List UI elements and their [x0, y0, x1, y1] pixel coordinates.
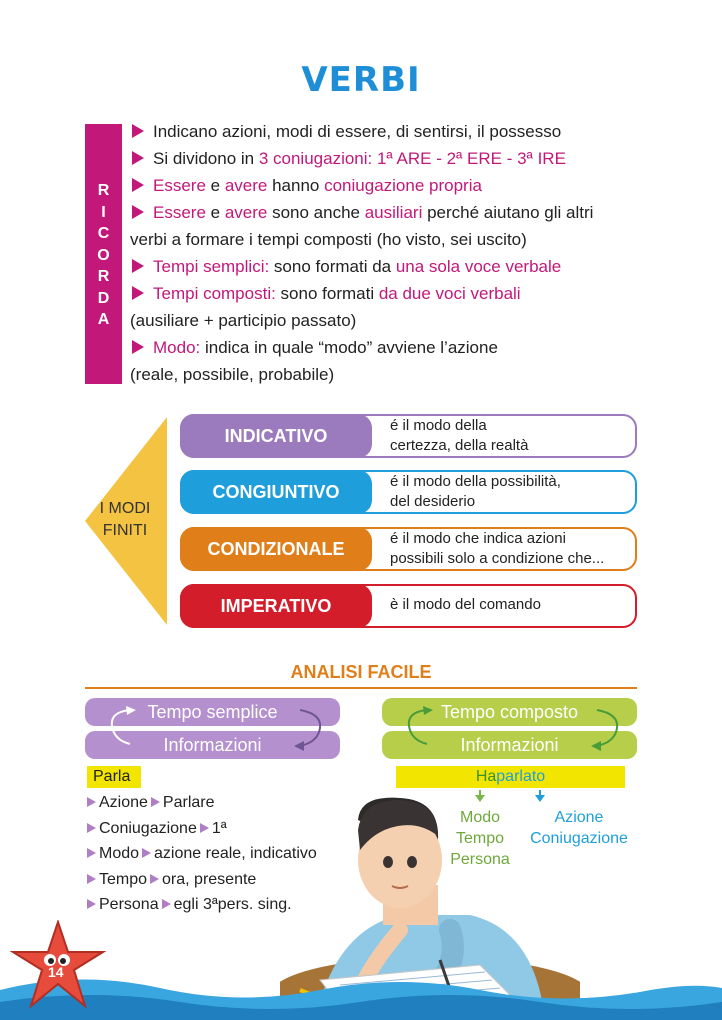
ricorda-bullet — [130, 253, 690, 280]
bullet-text: avere — [224, 176, 268, 195]
list-label: Azione — [99, 794, 148, 811]
ricorda-letter: R — [97, 268, 110, 285]
list-value: Parlare — [162, 794, 215, 811]
bullet-text: Essere — [153, 176, 206, 195]
bullet-text: Indicano azioni, modi di essere, di sentirsi, il possesso — [153, 122, 562, 141]
cycle-arrows-right-icon — [387, 700, 637, 758]
mode-row — [180, 414, 637, 458]
modi-finiti-label: I MODI FINITI — [99, 500, 151, 539]
tempo-semplice-pill: Tempo semplice — [85, 698, 340, 726]
mode-description: possibili solo a condizione che... — [390, 550, 605, 567]
list-value: egli 3ªpers. sing. — [173, 896, 292, 913]
bullet-text: 3 coniugazioni: 1ª ARE - 2ª ERE - 3ª IRE — [258, 149, 566, 168]
bullet-text: perché aiutano gli altri — [422, 203, 594, 222]
mode-name: INDICATIVO — [180, 414, 372, 458]
list-arrow-icon — [162, 899, 171, 909]
page-number: 14 — [48, 964, 64, 980]
bullet-text: avere — [224, 203, 268, 222]
ricorda-letter: A — [97, 311, 110, 328]
bullet-text: sono anche — [267, 203, 365, 222]
analisi-title: ANALISI FACILE — [290, 662, 432, 682]
mode-name: IMPERATIVO — [180, 584, 372, 628]
bullet-text: coniugazione propria — [324, 176, 482, 195]
bullet-text: hanno — [267, 176, 325, 195]
list-value: ora, presente — [162, 870, 257, 888]
ricorda-bullet — [130, 307, 690, 334]
bullet-text: ausiliari — [364, 203, 423, 222]
ricorda-bullet — [130, 172, 690, 199]
list-arrow-icon — [151, 797, 160, 807]
bullet-text: Si dividono in — [153, 149, 259, 168]
ricorda-bullet — [130, 334, 690, 361]
list-arrow-icon — [142, 848, 151, 858]
cycle-arrows-left-icon — [90, 700, 340, 758]
bullet-text: e — [205, 203, 225, 222]
ricorda-letter: R — [97, 182, 110, 199]
bullet-text: sono formati — [275, 284, 379, 303]
list-arrow-icon — [87, 874, 96, 884]
parla-label: Parla — [87, 766, 141, 788]
bullet-arrow-icon — [132, 286, 144, 300]
tempo-composto-pill: Tempo composto — [382, 698, 637, 726]
mode-row — [180, 527, 637, 571]
list-arrow-icon — [150, 874, 159, 884]
ricorda-bullet-list — [130, 118, 690, 388]
mode-name: CONGIUNTIVO — [180, 470, 372, 514]
mode-description: é il modo della possibilità, — [390, 473, 561, 490]
bullet-text: verbi a formare i tempi composti (ho visto, sei uscito) — [130, 230, 527, 249]
bullet-text: (ausiliare + participio passato) — [130, 311, 357, 330]
list-label: Coniugazione — [99, 819, 197, 837]
bullet-text: e — [205, 176, 225, 195]
bullet-arrow-icon — [132, 205, 144, 219]
list-value: 1ª — [211, 819, 227, 837]
ha-parlato-label: Ha parlato — [396, 766, 625, 788]
mode-description: è il modo del comando — [390, 596, 541, 613]
list-arrow-icon — [87, 899, 96, 909]
list-arrow-icon — [87, 823, 96, 833]
ricorda-bullet — [130, 280, 690, 307]
bullet-text: da due voci verbali — [378, 284, 521, 303]
mode-description: del desiderio — [390, 493, 476, 510]
bullet-text: una sola voce verbale — [395, 257, 562, 276]
ricorda-bullet — [130, 145, 690, 172]
mode-description: é il modo che indica azioni — [390, 530, 566, 547]
footer-wave-decoration — [0, 940, 722, 1020]
bullet-arrow-icon — [132, 124, 144, 138]
bullet-text: Tempi composti: — [153, 284, 276, 303]
mode-description: certezza, della realtà — [390, 437, 529, 454]
mode-row — [180, 470, 637, 514]
bullet-text: Tempi semplici: — [153, 257, 270, 276]
blue-info-column: Azione Coniugazione — [530, 809, 628, 847]
ricorda-letter: O — [97, 246, 110, 264]
ricorda-letter: C — [97, 225, 110, 242]
mode-name: CONDIZIONALE — [180, 527, 372, 571]
analisi-divider — [85, 687, 637, 689]
ricorda-bullet — [130, 199, 690, 226]
ricorda-bullet — [130, 361, 690, 388]
ricorda-bullet — [130, 118, 690, 145]
bullet-text: (reale, possibile, probabile) — [130, 365, 335, 384]
bullet-arrow-icon — [132, 340, 144, 354]
list-arrow-icon — [87, 848, 96, 858]
list-label: Tempo — [99, 870, 148, 888]
list-value: azione reale, indicativo — [154, 845, 317, 862]
mode-description: é il modo della — [390, 417, 487, 434]
mode-row — [180, 584, 637, 628]
green-info-column: Modo Tempo Persona — [450, 809, 510, 868]
bullet-text: sono formati da — [269, 257, 396, 276]
bullet-arrow-icon — [132, 151, 144, 165]
bullet-arrow-icon — [132, 259, 144, 273]
bullet-text: Modo: — [153, 338, 201, 357]
informazioni-left-pill: Informazioni — [85, 731, 340, 759]
page-title: VERBI — [301, 60, 421, 100]
ricorda-bullet — [130, 226, 690, 253]
ricorda-letter: I — [101, 203, 106, 221]
informazioni-right-pill: Informazioni — [382, 731, 637, 759]
list-label: Modo — [99, 845, 140, 862]
ricorda-letter: D — [97, 289, 110, 307]
bullet-text: Essere — [153, 203, 206, 222]
list-label: Persona — [99, 896, 159, 913]
bullet-text: indica in quale “modo” avviene l’azione — [200, 338, 498, 357]
list-arrow-icon — [200, 823, 209, 833]
bullet-arrow-icon — [132, 178, 144, 192]
list-arrow-icon — [87, 797, 96, 807]
